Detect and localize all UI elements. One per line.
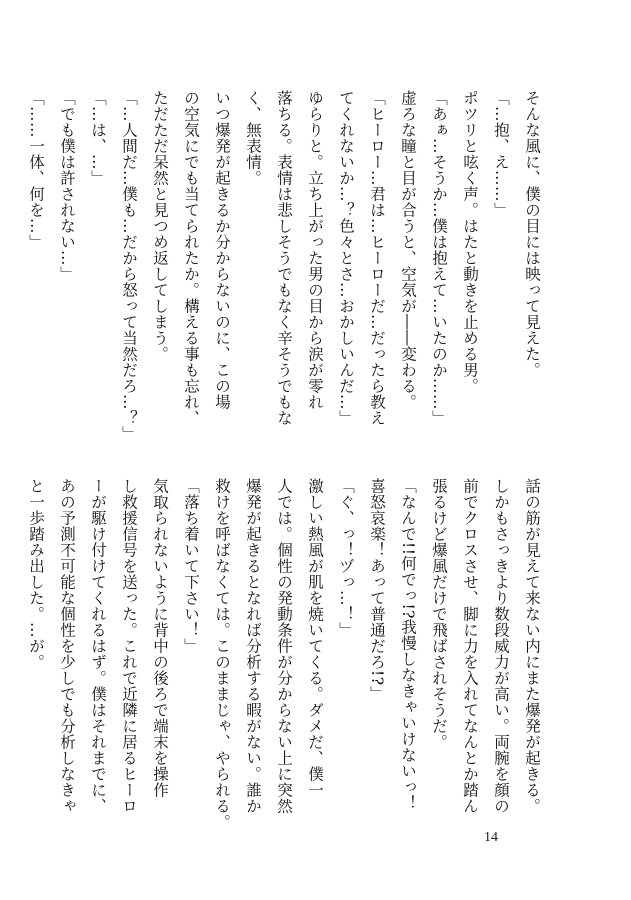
text-line: の空気にでも当てられたか。構える事も忘れ、 [182, 90, 200, 426]
text-line: 虚ろな瞳と目が合うと、空気が――変わる。 [399, 90, 417, 410]
text-line: ポツリと呟く声。はたと動きを止める男。 [461, 90, 479, 394]
text-line: 「…は、…」 [89, 90, 107, 186]
text-line: てくれないか…？色々とさ…おかしいんだ…」 [337, 90, 355, 426]
text-line: 人では。個性の発動条件が分からない上に突然 [275, 478, 293, 814]
text-line: し救援信号を送った。これで近隣に居るヒーロ [120, 478, 138, 814]
text-line: ただただ呆然と見つめ返してしまう。 [151, 90, 169, 362]
text-line: 話の筋が見えて来ない内にまた爆発が起きる。 [523, 478, 541, 814]
text-line: 「…人間だ…僕も…だから怒って当然だろ…？」 [120, 90, 138, 442]
text-line: しかもさっきより数段威力が高い。両腕を顔の [492, 478, 510, 814]
text-line: く、無表情。 [244, 90, 262, 186]
text-line: 「なんで!!何でっ!?我慢しなきゃいけないっ！ [399, 478, 417, 811]
text-line: 救けを呼ばなくては。このままじゃ、やられる。 [213, 478, 231, 830]
text-line: あの予測不可能な個性を少しでも分析しなきゃ [58, 478, 76, 814]
upper-text-block [20, 90, 547, 450]
text-line: ゆらりと。立ち上がった男の目から涙が零れ [306, 90, 324, 410]
text-line: 張るけど爆風だけで飛ばされそうだ。 [430, 478, 448, 750]
text-line: 「落ち着いて下さい！」 [182, 478, 200, 654]
text-line: そんな風に、僕の目には映って見えた。 [523, 90, 541, 378]
text-line: 「…抱、え……」 [492, 90, 510, 218]
text-line: 「……一体、何を…」 [27, 90, 45, 250]
text-line: 激しい熱風が肌を焼いてくる。ダメだ、僕一 [306, 478, 324, 798]
text-line: ーが駆け付けてくれるはず。僕はそれまでに、 [89, 478, 107, 814]
text-line: と一歩踏み出した。…が。 [27, 478, 45, 670]
text-line: 「ヒーロー…君は…ヒーローだ…だったら教え [368, 90, 386, 426]
text-line: 爆発が起きるとなれば分析する暇がない。誰か [244, 478, 262, 814]
lower-text-block [20, 478, 547, 838]
text-line: いつ爆発が起きるか分からないのに、この場 [213, 90, 231, 410]
text-line: 気取られないように背中の後ろで端末を操作 [151, 478, 169, 798]
text-line: 前でクロスさせ、脚に力を入れてなんとか踏ん [461, 478, 479, 814]
page-number: 14 [484, 830, 498, 845]
text-line: 落ちる。表情は悲しそうでもなく辛そうでもな [275, 90, 293, 426]
text-line: 「あぁ…そうか…僕は抱えて…いたのか……」 [430, 90, 448, 426]
text-line: 喜怒哀楽！あって普通だろ!?」 [368, 478, 386, 702]
text-line: 「でも僕は許されない…」 [58, 90, 76, 282]
text-line: 「ぐ、っ！ヅっ…！」 [337, 478, 355, 638]
